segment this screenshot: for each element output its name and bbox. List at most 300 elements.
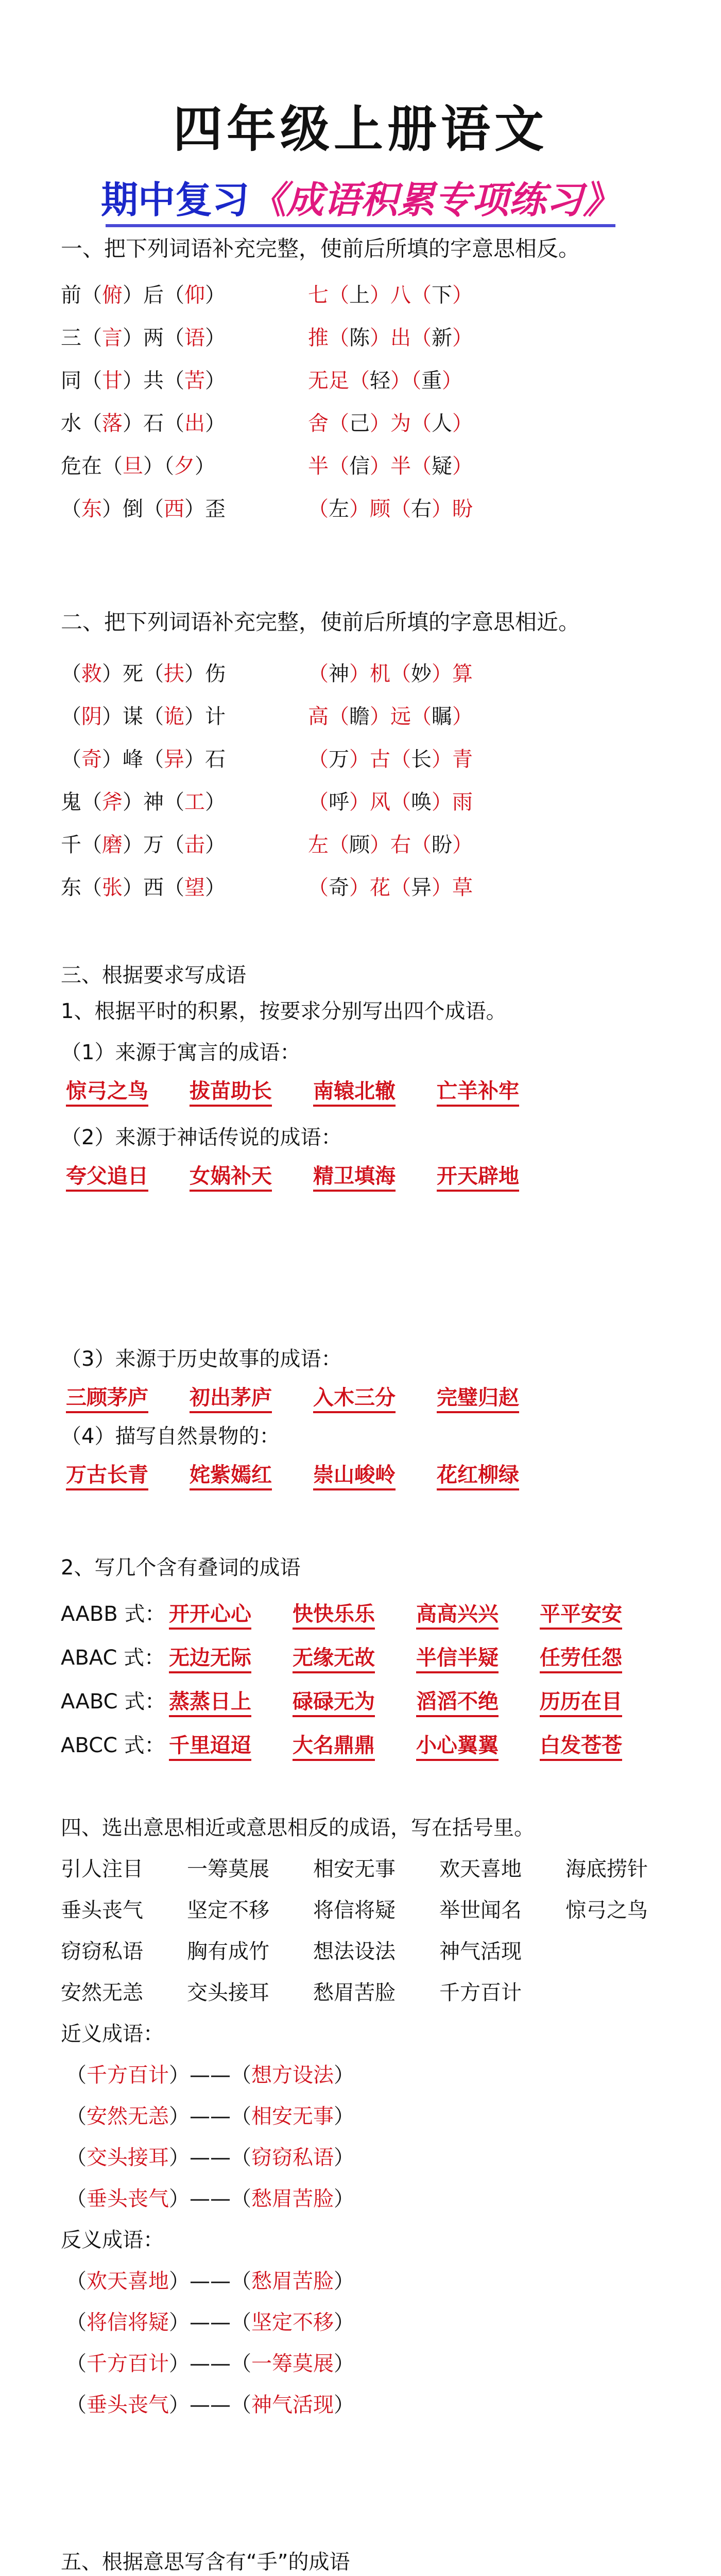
question-q4: （4）描写自然景物的：	[61, 1425, 280, 1448]
pattern-label: AABB 式：	[61, 1602, 166, 1626]
s2-row	[61, 702, 473, 731]
idiom-right	[308, 790, 473, 814]
answer-char: 高（	[308, 705, 349, 728]
answer-slot	[437, 1383, 560, 1412]
paren: ）	[169, 2187, 190, 2211]
paren: ）	[334, 2269, 354, 2293]
idiom-left	[61, 324, 308, 352]
s4-pair-row	[66, 2391, 354, 2419]
idiom-left	[61, 702, 308, 731]
answer-slot	[416, 1731, 540, 1760]
idiom-text: 同（	[61, 369, 102, 393]
answer-char: （	[308, 748, 329, 771]
idiom-right	[308, 326, 473, 350]
answer-idiom: 无边无际	[169, 1646, 251, 1673]
s2-heading: 二、把下列词语补充完整，使前后所填的字意思相近。	[61, 609, 580, 635]
idiom-text: 新	[432, 326, 452, 350]
idiom-left	[61, 745, 308, 774]
answer-char: 半（	[308, 454, 349, 478]
answer-char: 磨	[102, 833, 123, 857]
answer-char: （	[308, 876, 329, 900]
paren: ）	[334, 2063, 354, 2087]
answer-char: 左（	[308, 833, 349, 857]
answer-char: 击	[184, 833, 205, 857]
answer-slot	[190, 1162, 313, 1191]
answer-idiom: 女娲补天	[190, 1164, 272, 1192]
answer-slot	[313, 1383, 437, 1412]
answer-slot	[169, 1731, 293, 1760]
answer-char: ）	[452, 833, 473, 857]
idiom-text: 三（	[61, 326, 102, 350]
answer-char: 甘	[102, 369, 123, 393]
answer-idiom: 任劳任怨	[540, 1646, 622, 1673]
s2-row	[61, 659, 473, 688]
paren: （	[231, 2269, 251, 2293]
word-choice: 千方百计	[439, 1981, 522, 2005]
word-choice: 一筹莫展	[187, 1857, 269, 1881]
answer-char: ）（	[390, 369, 421, 393]
answer-slot	[540, 1643, 663, 1672]
word-choice: 胸有成竹	[187, 1940, 269, 1963]
answer-slot	[66, 1461, 190, 1489]
paren: （	[231, 2146, 251, 2170]
paren: （	[66, 2063, 87, 2087]
idiom-text: 左	[329, 497, 349, 521]
answer-char: 阴	[81, 705, 102, 728]
idiom-left	[61, 788, 308, 817]
idiom-text: ）万（	[123, 833, 184, 857]
answer-char: 言	[102, 326, 123, 350]
idiom-text: ）	[205, 369, 226, 393]
answer-idiom: 崇山峻岭	[313, 1463, 396, 1490]
s1-row	[61, 324, 473, 352]
answer-slot	[416, 1687, 540, 1716]
pair-right: 相安无事	[251, 2105, 334, 2128]
answer-slot	[293, 1731, 416, 1760]
paren: （	[66, 2187, 87, 2211]
idiom-text: 重	[421, 369, 442, 393]
answer-char: 东	[81, 497, 102, 521]
answer-idiom: 惊弓之鸟	[66, 1079, 148, 1107]
answer-char: （	[308, 790, 329, 814]
answer-char: ）顾（	[349, 497, 411, 521]
word-choice: 惊弓之鸟	[565, 1899, 648, 1922]
idiom-text: 疑	[432, 454, 452, 478]
answer-char: 苦	[184, 369, 205, 393]
answer-char: 舍（	[308, 412, 349, 435]
subtitle-prefix: 期中复习	[100, 178, 249, 222]
answer-slot	[169, 1687, 293, 1716]
answer-idiom: 历历在目	[540, 1690, 622, 1717]
idiom-right	[308, 497, 473, 521]
paren: ）	[169, 2063, 190, 2087]
idiom-text: ）	[205, 833, 226, 857]
page-subtitle	[0, 170, 721, 224]
answer-char: 无足（	[308, 369, 370, 393]
s5-heading: 五、根据意思写含有“手”的成语	[61, 2550, 350, 2574]
s4-pair-row	[66, 2349, 354, 2378]
answer-slot	[66, 1383, 190, 1412]
idiom-text: （	[61, 662, 81, 686]
idiom-right	[308, 876, 473, 900]
dash: ——	[190, 2352, 231, 2376]
pair-left: 垂头丧气	[87, 2393, 169, 2417]
pattern-label: ABCC 式：	[61, 1734, 165, 1757]
paren: ）	[169, 2105, 190, 2128]
dash: ——	[190, 2311, 231, 2334]
answer-idiom: 无缘无故	[293, 1646, 375, 1673]
s2-row	[61, 745, 473, 774]
answer-idiom: 拔苗助长	[190, 1079, 272, 1107]
answer-char: ）风（	[349, 790, 411, 814]
s4-pair-row	[66, 2102, 354, 2131]
answer-slot	[437, 1461, 560, 1489]
answer-idiom: 高高兴兴	[416, 1602, 499, 1630]
idiom-left	[61, 281, 308, 310]
paren: ）	[334, 2187, 354, 2211]
word-choice: 举世闻名	[439, 1899, 522, 1922]
answer-char: 异	[164, 748, 184, 771]
subtitle-underline	[106, 224, 615, 227]
answer-idiom: 夸父追日	[66, 1164, 148, 1192]
answer-slot	[66, 1162, 190, 1191]
answer-idiom: 开开心心	[169, 1602, 251, 1630]
idiom-right	[308, 705, 473, 728]
question-q2: （2）来源于神话传说的成语：	[61, 1126, 342, 1149]
answer-slot	[293, 1643, 416, 1672]
s4-word-row	[61, 1896, 692, 1925]
s3b-heading: 2、写几个含有叠词的成语	[61, 1556, 301, 1580]
answer-idiom: 开天辟地	[437, 1164, 519, 1192]
answer-char: 张	[102, 876, 123, 900]
idiom-text: 上	[349, 283, 370, 307]
s1-row	[61, 409, 473, 438]
answer-idiom: 亡羊补牢	[437, 1079, 519, 1107]
answer-idiom: 完璧归赵	[437, 1386, 519, 1413]
s4-word-row	[61, 1937, 565, 1966]
pair-left: 交头接耳	[87, 2146, 169, 2170]
idiom-text: 瞻	[349, 705, 370, 728]
s2-row	[61, 831, 473, 859]
s1-row	[61, 281, 473, 310]
question-q3: （3）来源于历史故事的成语：	[61, 1347, 342, 1371]
answer-char: 救	[81, 662, 102, 686]
pair-right: 坚定不移	[251, 2311, 334, 2334]
question-q1: （1）来源于寓言的成语：	[61, 1041, 301, 1064]
paren: ）	[169, 2393, 190, 2417]
idiom-text: （	[61, 748, 81, 771]
word-choice: 安然无恙	[61, 1981, 143, 2005]
idiom-text: 奇	[329, 876, 349, 900]
pair-left: 欢天喜地	[87, 2269, 169, 2293]
answer-slot	[540, 1731, 663, 1760]
idiom-text: 异	[411, 876, 432, 900]
answer-char: 语	[184, 326, 205, 350]
paren: （	[231, 2063, 251, 2087]
answer-idiom: 大名鼎鼎	[293, 1734, 375, 1761]
answer-idiom: 初出茅庐	[190, 1386, 272, 1413]
answer-slot	[437, 1162, 560, 1191]
idiom-text: 唤	[411, 790, 432, 814]
pattern-label: AABC 式：	[61, 1690, 166, 1714]
idiom-text: ）	[205, 283, 226, 307]
idiom-text: 信	[349, 454, 370, 478]
idiom-text: ）峰（	[102, 748, 164, 771]
idiom-text: 妙	[411, 662, 432, 686]
answer-slot	[416, 1643, 540, 1672]
word-choice: 将信将疑	[313, 1899, 396, 1922]
answer-idiom: 花红柳绿	[437, 1463, 519, 1490]
idiom-text: 盼	[432, 833, 452, 857]
idiom-text: 水（	[61, 412, 102, 435]
answer-idiom: 三顾茅庐	[66, 1386, 148, 1413]
paren: ）	[169, 2269, 190, 2293]
answer-char: 夕	[174, 454, 195, 478]
idiom-text: 鬼（	[61, 790, 102, 814]
answer-char: （	[308, 497, 329, 521]
answer-char: 俯	[102, 283, 123, 307]
s4-word-row	[61, 1978, 565, 2007]
answer-slot	[190, 1077, 313, 1106]
answer-slot	[416, 1600, 540, 1629]
answer-char: ）机（	[349, 662, 411, 686]
idiom-right	[308, 412, 473, 435]
answer-idiom: 小心翼翼	[416, 1734, 499, 1761]
word-choice: 交头接耳	[187, 1981, 269, 2005]
word-choice: 欢天喜地	[439, 1857, 522, 1881]
answers-a2	[66, 1162, 560, 1191]
idiom-text: ）计	[184, 705, 226, 728]
answer-slot	[190, 1461, 313, 1489]
s4-anti-label: 反义成语：	[61, 2228, 164, 2252]
subtitle-main: 《成语积累专项练习》	[249, 178, 621, 222]
paren: ）	[334, 2352, 354, 2376]
word-choice: 相安无事	[313, 1857, 396, 1881]
word-choice: 坚定不移	[187, 1899, 269, 1922]
paren: ）	[334, 2311, 354, 2334]
answer-idiom: 滔滔不绝	[416, 1690, 499, 1717]
idiom-text: ）	[195, 454, 215, 478]
answer-char: 奇	[81, 748, 102, 771]
paren: ）	[334, 2393, 354, 2417]
answer-idiom: 碌碌无为	[293, 1690, 375, 1717]
s4-pair-row	[66, 2267, 354, 2296]
word-choice: 垂头丧气	[61, 1899, 143, 1922]
idiom-text: 神	[329, 662, 349, 686]
idiom-text: 陈	[349, 326, 370, 350]
answer-char: ）出（	[370, 326, 432, 350]
idiom-text: 万	[329, 748, 349, 771]
answer-char: 扶	[164, 662, 184, 686]
paren: ）	[334, 2105, 354, 2128]
idiom-right	[308, 833, 473, 857]
answer-char: 落	[102, 412, 123, 435]
idiom-text: 危在（	[61, 454, 123, 478]
paren: （	[66, 2269, 87, 2293]
idiom-left	[61, 452, 308, 481]
idiom-text: ）后（	[123, 283, 184, 307]
s4-word-row	[61, 1855, 692, 1884]
answer-idiom: 万古长青	[66, 1463, 148, 1490]
answer-char: ）远（	[370, 705, 432, 728]
answer-idiom: 姹紫嫣红	[190, 1463, 272, 1490]
pair-left: 将信将疑	[87, 2311, 169, 2334]
idiom-left	[61, 495, 308, 523]
pattern-label: ABAC 式：	[61, 1646, 165, 1670]
idiom-left	[61, 366, 308, 395]
paren: （	[231, 2352, 251, 2376]
answer-idiom: 半信半疑	[416, 1646, 499, 1673]
idiom-text: ）西（	[123, 876, 184, 900]
idiom-text: ）石（	[123, 412, 184, 435]
paren: ）	[334, 2146, 354, 2170]
answer-slot	[540, 1600, 663, 1629]
pair-right: 神气活现	[251, 2393, 334, 2417]
paren: （	[231, 2105, 251, 2128]
dash: ——	[190, 2187, 231, 2211]
paren: （	[66, 2311, 87, 2334]
answer-idiom: 南辕北辙	[313, 1079, 396, 1107]
idiom-text: 千（	[61, 833, 102, 857]
dash: ——	[190, 2269, 231, 2293]
answer-slot	[313, 1461, 437, 1489]
answer-char: 斧	[102, 790, 123, 814]
idiom-text: 下	[432, 283, 452, 307]
word-choice: 海底捞针	[565, 1857, 648, 1881]
s4-pair-row	[66, 2308, 354, 2337]
idiom-text: ）神（	[123, 790, 184, 814]
answers-a1	[66, 1077, 560, 1106]
answer-slot	[293, 1600, 416, 1629]
answer-char: ）半（	[370, 454, 432, 478]
answer-idiom: 平平安安	[540, 1602, 622, 1630]
answer-char: 出	[184, 412, 205, 435]
answer-char: ）算	[432, 662, 473, 686]
answer-slot	[540, 1687, 663, 1716]
pair-left: 安然无恙	[87, 2105, 169, 2128]
s3-sub1: 1、根据平时的积累，按要求分别写出四个成语。	[61, 999, 507, 1023]
answer-char: 推（	[308, 326, 349, 350]
idiom-right	[308, 369, 462, 393]
idiom-text: ）（	[143, 454, 174, 478]
paren: ）	[169, 2146, 190, 2170]
paren: （	[66, 2146, 87, 2170]
idiom-left	[61, 659, 308, 688]
pair-right: 一筹莫展	[251, 2352, 334, 2376]
idiom-text: ）	[205, 412, 226, 435]
idiom-right	[308, 454, 473, 478]
s3b-row	[61, 1600, 663, 1629]
idiom-text: 东（	[61, 876, 102, 900]
s4-pair-row	[66, 2184, 354, 2213]
answer-char: 工	[184, 790, 205, 814]
pair-right: 窃窃私语	[251, 2146, 334, 2170]
pair-right: 愁眉苦脸	[251, 2187, 334, 2211]
pair-right: 想方设法	[251, 2063, 334, 2087]
dash: ——	[190, 2063, 231, 2087]
pair-left: 千方百计	[87, 2352, 169, 2376]
answer-slot	[313, 1162, 437, 1191]
idiom-left	[61, 873, 308, 902]
answer-char: 望	[184, 876, 205, 900]
idiom-text: ）	[205, 326, 226, 350]
s3b-row	[61, 1643, 663, 1672]
answer-char: ）	[452, 283, 473, 307]
answer-slot	[169, 1643, 293, 1672]
answer-char: ）古（	[349, 748, 411, 771]
answer-char: ）草	[432, 876, 473, 900]
word-choice: 想法设法	[313, 1940, 396, 1963]
idiom-right	[308, 283, 473, 307]
s4-near-label: 近义成语：	[61, 2022, 164, 2046]
s2-row	[61, 873, 473, 902]
idiom-left	[61, 831, 308, 859]
idiom-text: ）死（	[102, 662, 164, 686]
paren: （	[231, 2187, 251, 2211]
idiom-right	[308, 662, 473, 686]
paren: （	[231, 2393, 251, 2417]
answer-char: ）	[452, 412, 473, 435]
answer-idiom: 白发苍苍	[540, 1734, 622, 1761]
idiom-text: ）倒（	[102, 497, 164, 521]
answer-slot	[293, 1687, 416, 1716]
idiom-text: 己	[349, 412, 370, 435]
idiom-text: 顾	[349, 833, 370, 857]
paren: （	[66, 2393, 87, 2417]
s4-pair-row	[66, 2143, 354, 2172]
answer-char: ）盼	[432, 497, 473, 521]
answer-idiom: 蒸蒸日上	[169, 1690, 251, 1717]
paren: ）	[169, 2352, 190, 2376]
answer-idiom: 快快乐乐	[293, 1602, 375, 1630]
s2-row	[61, 788, 473, 817]
answer-char: ）右（	[370, 833, 432, 857]
idiom-text: （	[61, 497, 81, 521]
idiom-text: 长	[411, 748, 432, 771]
word-choice: 愁眉苦脸	[313, 1981, 396, 2005]
answer-char: （	[308, 662, 329, 686]
s1-heading: 一、把下列词语补充完整，使前后所填的字意思相反。	[61, 236, 580, 261]
answer-char: ）	[452, 326, 473, 350]
answer-char: 旦	[123, 454, 143, 478]
idiom-text: 前（	[61, 283, 102, 307]
idiom-text: 人	[432, 412, 452, 435]
answer-char: 西	[164, 497, 184, 521]
answer-slot	[190, 1383, 313, 1412]
s1-row	[61, 366, 462, 395]
idiom-text: ）谋（	[102, 705, 164, 728]
idiom-text: 轻	[370, 369, 390, 393]
idiom-text: ）两（	[123, 326, 184, 350]
s1-row	[61, 452, 473, 481]
answer-idiom: 精卫填海	[313, 1164, 396, 1192]
pair-left: 垂头丧气	[87, 2187, 169, 2211]
idiom-text: ）	[205, 790, 226, 814]
idiom-text: ）	[205, 876, 226, 900]
answer-char: ）为（	[370, 412, 432, 435]
word-choice: 窃窃私语	[61, 1940, 143, 1963]
answer-char: ）八（	[370, 283, 432, 307]
idiom-text: ）石	[184, 748, 226, 771]
idiom-right	[308, 748, 473, 771]
answer-slot	[313, 1077, 437, 1106]
answer-slot	[66, 1077, 190, 1106]
answer-char: ）雨	[432, 790, 473, 814]
answer-char: 仰	[184, 283, 205, 307]
answer-char: 诡	[164, 705, 184, 728]
answer-idiom: 千里迢迢	[169, 1734, 251, 1761]
paren: （	[66, 2105, 87, 2128]
